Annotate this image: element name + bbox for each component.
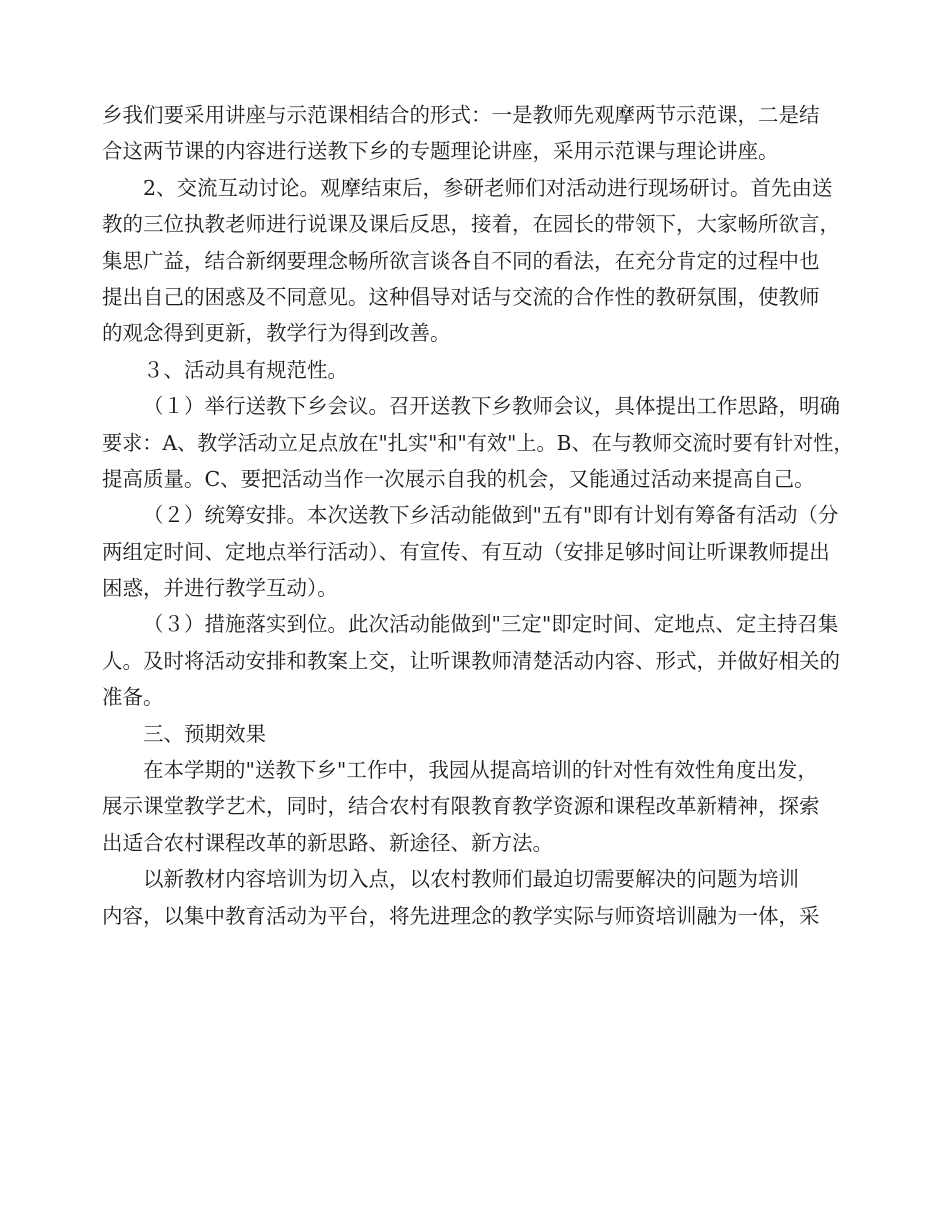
text-line-content: 三、预期效果 bbox=[143, 721, 266, 746]
text-line bbox=[102, 461, 854, 497]
text-line bbox=[102, 606, 854, 642]
text-line-content: 内容，以集中教育活动为平台，将先进理念的教学实际与师资培训融为一体，采 bbox=[102, 903, 820, 928]
text-line bbox=[102, 716, 854, 752]
text-line bbox=[102, 679, 854, 715]
text-line-content: 困惑，并进行教学互动）。 bbox=[102, 576, 338, 601]
paragraph bbox=[102, 606, 854, 715]
text-line bbox=[102, 643, 854, 679]
text-line-content: 出适合农村课程改革的新思路、新途径、新方法。 bbox=[102, 830, 553, 855]
text-line bbox=[102, 788, 854, 824]
text-line-content: 在本学期的"送教下乡"工作中，我园从提高培训的针对性有效性角度出发， bbox=[143, 758, 818, 783]
paragraph bbox=[102, 497, 854, 606]
paragraph bbox=[102, 388, 854, 497]
text-line-content: （３）措施落实到位。此次活动能做到"三定"即定时间、定地点、定主持召集 bbox=[143, 612, 839, 637]
text-line bbox=[102, 825, 854, 861]
text-line-content: 人。及时将活动安排和教案上交，让听课教师清楚活动内容、形式，并做好相关的 bbox=[102, 648, 840, 673]
paragraph bbox=[102, 716, 854, 752]
text-line-content: 展示课堂教学艺术，同时，结合农村有限教育教学资源和课程改革新精神，探索 bbox=[102, 794, 820, 819]
text-line-content: （２）统筹安排。本次送教下乡活动能做到"五有"即有计划有筹备有活动（分 bbox=[143, 503, 839, 528]
text-line bbox=[102, 752, 854, 788]
text-line bbox=[102, 388, 854, 424]
text-line-content: 合这两节课的内容进行送教下乡的专题理论讲座，采用示范课与理论讲座。 bbox=[102, 139, 779, 164]
text-line-content: 的观念得到更新，教学行为得到改善。 bbox=[102, 321, 451, 346]
text-line-content: 准备。 bbox=[102, 685, 164, 710]
text-line-content: ３、活动具有规范性。 bbox=[143, 357, 348, 382]
text-line bbox=[102, 170, 854, 206]
text-line-content: 以新教材内容培训为切入点，以农村教师们最迫切需要解决的问题为培训 bbox=[143, 867, 799, 892]
text-line-content: 提出自己的困惑及不同意见。这种倡导对话与交流的合作性的教研氛围，使教师 bbox=[102, 284, 820, 309]
text-line bbox=[102, 315, 854, 351]
text-line bbox=[102, 497, 854, 533]
text-line bbox=[102, 206, 854, 242]
paragraph bbox=[102, 170, 854, 352]
text-line bbox=[102, 97, 854, 133]
text-line bbox=[102, 898, 854, 934]
text-line bbox=[102, 352, 854, 388]
document-body bbox=[102, 97, 854, 934]
text-line bbox=[102, 279, 854, 315]
text-line bbox=[102, 133, 854, 169]
text-line bbox=[102, 534, 854, 570]
text-line-content: 提高质量。C、要把活动当作一次展示自我的机会，又能通过活动来提高自己。 bbox=[102, 466, 815, 491]
paragraph bbox=[102, 752, 854, 861]
paragraph bbox=[102, 97, 854, 170]
paragraph bbox=[102, 861, 854, 934]
text-line-content: 集思广益，结合新纲要理念畅所欲言谈各自不同的看法，在充分肯定的过程中也 bbox=[102, 248, 820, 273]
paragraph bbox=[102, 352, 854, 388]
text-line-content: 教的三位执教老师进行说课及课后反思，接着，在园长的带领下，大家畅所欲言， bbox=[102, 212, 840, 237]
text-line-content: 乡我们要采用讲座与示范课相结合的形式：一是教师先观摩两节示范课，二是结 bbox=[102, 103, 820, 127]
text-line-content: 要求：A、教学活动立足点放在"扎实"和"有效"上。B、在与教师交流时要有针对性， bbox=[102, 430, 854, 455]
text-line bbox=[102, 570, 854, 606]
text-line-content: 2、交流互动讨论。观摩结束后，参研老师们对活动进行现场研讨。首先由送 bbox=[143, 175, 833, 200]
text-line bbox=[102, 243, 854, 279]
text-line bbox=[102, 861, 854, 897]
text-line bbox=[102, 425, 854, 461]
text-line-content: （１）举行送教下乡会议。召开送教下乡教师会议，具体提出工作思路，明确 bbox=[143, 394, 840, 419]
text-line-content: 两组定时间、定地点举行活动）、有宣传、有互动（安排足够时间让听课教师提出 bbox=[102, 539, 830, 564]
